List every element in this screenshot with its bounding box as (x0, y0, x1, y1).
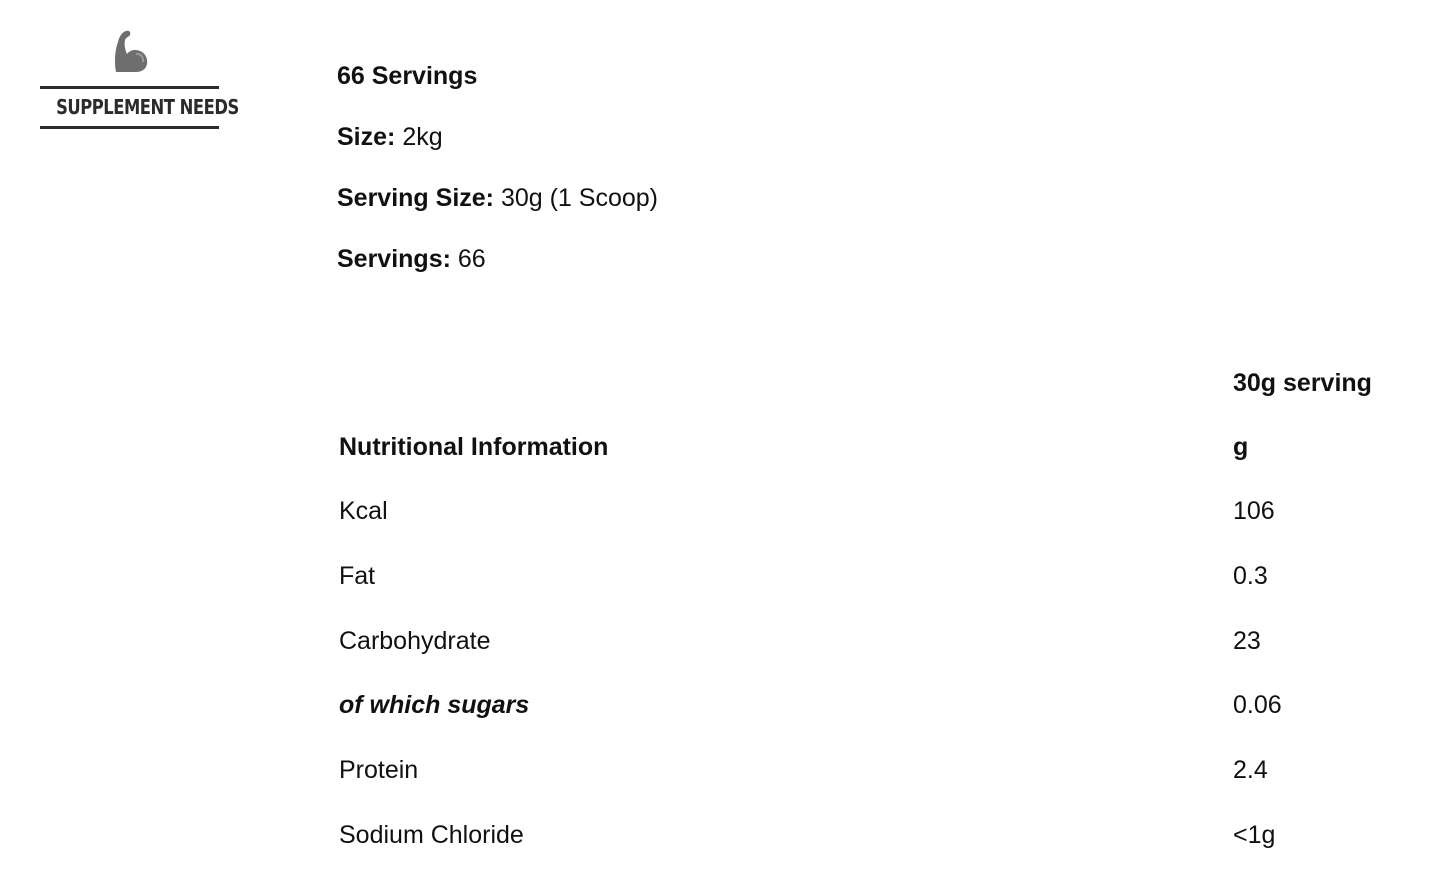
nutrition-title-row (339, 430, 1419, 464)
table-row (339, 753, 1419, 787)
table-row (339, 688, 1419, 722)
table-row (339, 624, 1419, 658)
serving-size-line (337, 183, 658, 213)
size-line (337, 122, 443, 152)
serving-size-label: Serving Size: (337, 184, 494, 212)
nutrient-value: 2.4 (1233, 756, 1268, 784)
nutrition-title: Nutritional Information (339, 433, 609, 461)
logo-rule-bottom (40, 126, 219, 129)
servings-label: Servings: (337, 245, 451, 273)
nutrient-value: 106 (1233, 497, 1275, 525)
nutrient-label: Carbohydrate (339, 627, 491, 655)
nutrient-label: Fat (339, 562, 376, 590)
logo-text: SUPPLEMENT NEEDS (56, 95, 239, 119)
size-label: Size: (337, 123, 396, 151)
serving-size-value: 30g (1 Scoop) (500, 184, 658, 212)
nutrient-label: Protein (339, 756, 419, 784)
flexed-arm-icon (108, 28, 152, 76)
servings-line (337, 244, 486, 274)
nutrient-value: <1g (1233, 821, 1276, 849)
serving-column-header: 30g serving (1233, 369, 1372, 397)
nutrient-value: 23 (1233, 627, 1261, 655)
nutrient-label-sub: of which sugars (339, 691, 530, 719)
unit-label: g (1233, 433, 1249, 461)
brand-logo (40, 28, 239, 132)
nutrient-label: Sodium Chloride (339, 821, 524, 849)
nutrition-header-row (339, 366, 1419, 400)
table-row (339, 818, 1419, 852)
servings-value: 66 (457, 245, 486, 273)
size-value: 2kg (402, 123, 443, 151)
logo-rule-top (40, 86, 219, 89)
table-row (339, 494, 1419, 528)
nutrient-value: 0.3 (1233, 562, 1268, 590)
servings-heading: 66 Servings (337, 62, 478, 90)
nutrient-value: 0.06 (1233, 691, 1282, 719)
nutrient-label: Kcal (339, 497, 388, 525)
table-row (339, 559, 1419, 593)
